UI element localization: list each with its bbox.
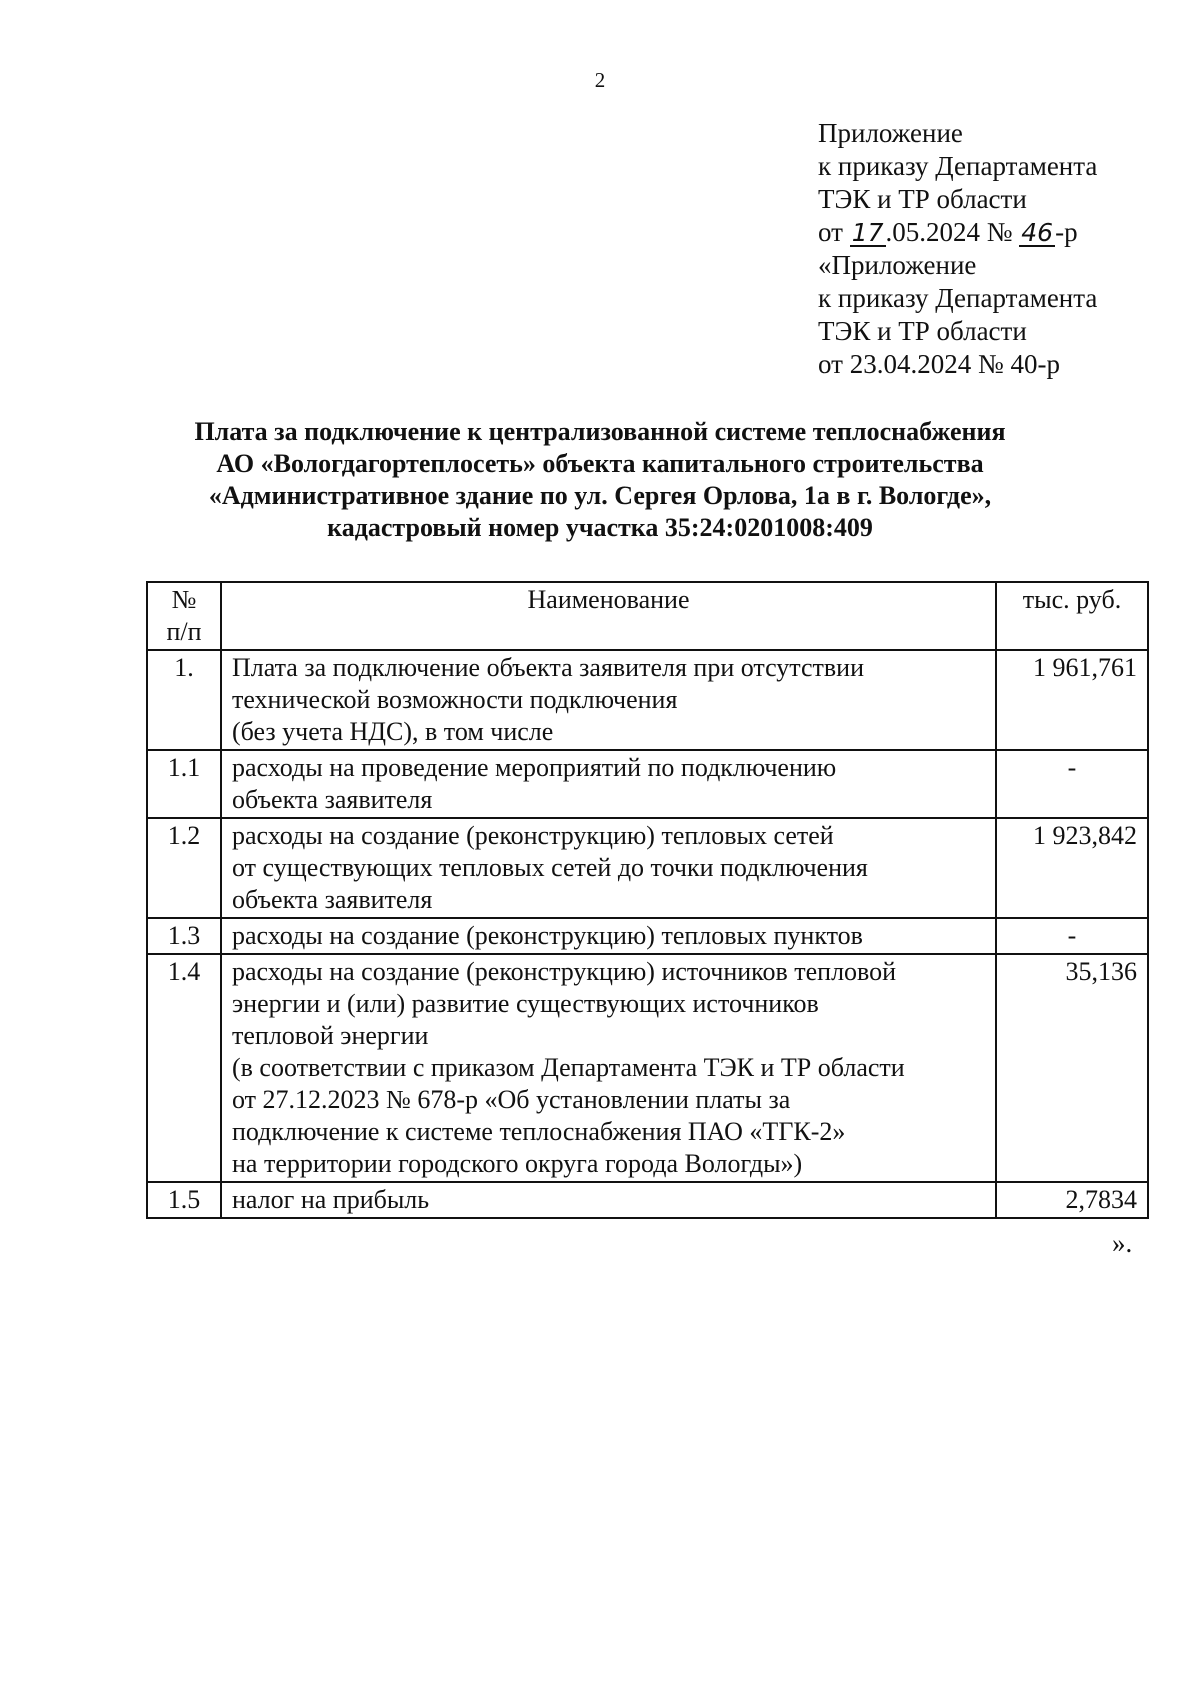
row-amount: - xyxy=(996,750,1148,818)
row-name-line: объекта заявителя xyxy=(232,885,433,914)
row-name-line: технической возможности подключения xyxy=(232,685,678,714)
appendix-quoted-line: ТЭК и ТР области xyxy=(818,316,1027,346)
row-num: 1. xyxy=(147,650,221,750)
row-name-line: расходы на создание (реконструкцию) источников тепловой xyxy=(232,957,897,986)
appendix-quoted-line: «Приложение xyxy=(818,250,977,280)
appendix-line: к приказу Департамента xyxy=(818,151,1098,181)
row-num: 1.3 xyxy=(147,918,221,954)
table-header-row xyxy=(147,582,1148,650)
row-name-line: (без учета НДС), в том числе xyxy=(232,717,554,746)
row-name-line: объекта заявителя xyxy=(232,785,433,814)
row-name-line: подключение к системе теплоснабжения ПАО «ТГК-2» xyxy=(232,1117,846,1146)
header-name: Наименование xyxy=(221,582,996,650)
row-name-line: Плата за подключение объекта заявителя при отсутствии xyxy=(232,653,864,682)
row-name-line: расходы на создание (реконструкцию) тепловых сетей xyxy=(232,821,834,850)
row-name-line: налог на прибыль xyxy=(232,1185,430,1214)
appendix-header xyxy=(818,117,1097,381)
row-amount: 35,136 xyxy=(996,954,1148,1182)
title-line: кадастровый номер участка 35:24:0201008:409 xyxy=(327,513,873,542)
date-prefix: от xyxy=(818,217,850,247)
row-name xyxy=(221,750,996,818)
row-name xyxy=(221,1182,996,1218)
row-amount: 1 961,761 xyxy=(996,650,1148,750)
row-name-line: тепловой энергии xyxy=(232,1021,429,1050)
row-amount: 2,7834 xyxy=(996,1182,1148,1218)
row-name-line: расходы на создание (реконструкцию) тепловых пунктов xyxy=(232,921,863,950)
header-amount: тыс. руб. xyxy=(996,582,1148,650)
row-name xyxy=(221,918,996,954)
page-number: 2 xyxy=(594,68,606,92)
row-num: 1.5 xyxy=(147,1182,221,1218)
order-suffix: -р xyxy=(1055,217,1078,247)
table-row xyxy=(147,818,1148,918)
row-name-line: энергии и (или) развитие существующих источников xyxy=(232,989,819,1018)
table-row xyxy=(147,918,1148,954)
date-rest: .05.2024 № xyxy=(885,217,1020,247)
row-num: 1.2 xyxy=(147,818,221,918)
row-num: 1.1 xyxy=(147,750,221,818)
row-name xyxy=(221,954,996,1182)
handwritten-day: 17 xyxy=(851,218,884,247)
row-num: 1.4 xyxy=(147,954,221,1182)
header-num: № п/п xyxy=(147,582,221,650)
row-name-line: от существующих тепловых сетей до точки подключения xyxy=(232,853,868,882)
closing-quote: ». xyxy=(1112,1228,1133,1258)
row-name-line: (в соответствии с приказом Департамента ТЭК и ТР области xyxy=(232,1053,905,1082)
row-amount: - xyxy=(996,918,1148,954)
fee-table xyxy=(146,581,1149,1219)
title-line: «Административное здание по ул. Сергея Орлова, 1а в г. Вологде», xyxy=(208,481,992,510)
table-row xyxy=(147,750,1148,818)
row-name-line: от 27.12.2023 № 678-р «Об установлении платы за xyxy=(232,1085,791,1114)
row-name-line: расходы на проведение мероприятий по подключению xyxy=(232,753,837,782)
appendix-line: Приложение xyxy=(818,118,963,148)
row-name-line: на территории городского округа города Вологды») xyxy=(232,1149,803,1178)
appendix-line: ТЭК и ТР области xyxy=(818,184,1027,214)
table-row xyxy=(147,650,1148,750)
table-row xyxy=(147,1182,1148,1218)
table-row xyxy=(147,954,1148,1182)
appendix-quoted-line: к приказу Департамента xyxy=(818,283,1098,313)
row-name xyxy=(221,650,996,750)
handwritten-number: 46 xyxy=(1021,218,1054,247)
row-amount: 1 923,842 xyxy=(996,818,1148,918)
document-title xyxy=(0,416,1200,544)
title-line: Плата за подключение к централизованной системе теплоснабжения xyxy=(194,417,1006,446)
appendix-date-line xyxy=(818,216,1097,249)
appendix-quoted-line: от 23.04.2024 № 40-р xyxy=(818,349,1060,379)
title-line: АО «Вологдагортеплосеть» объекта капитального строительства xyxy=(216,449,984,478)
row-name xyxy=(221,818,996,918)
